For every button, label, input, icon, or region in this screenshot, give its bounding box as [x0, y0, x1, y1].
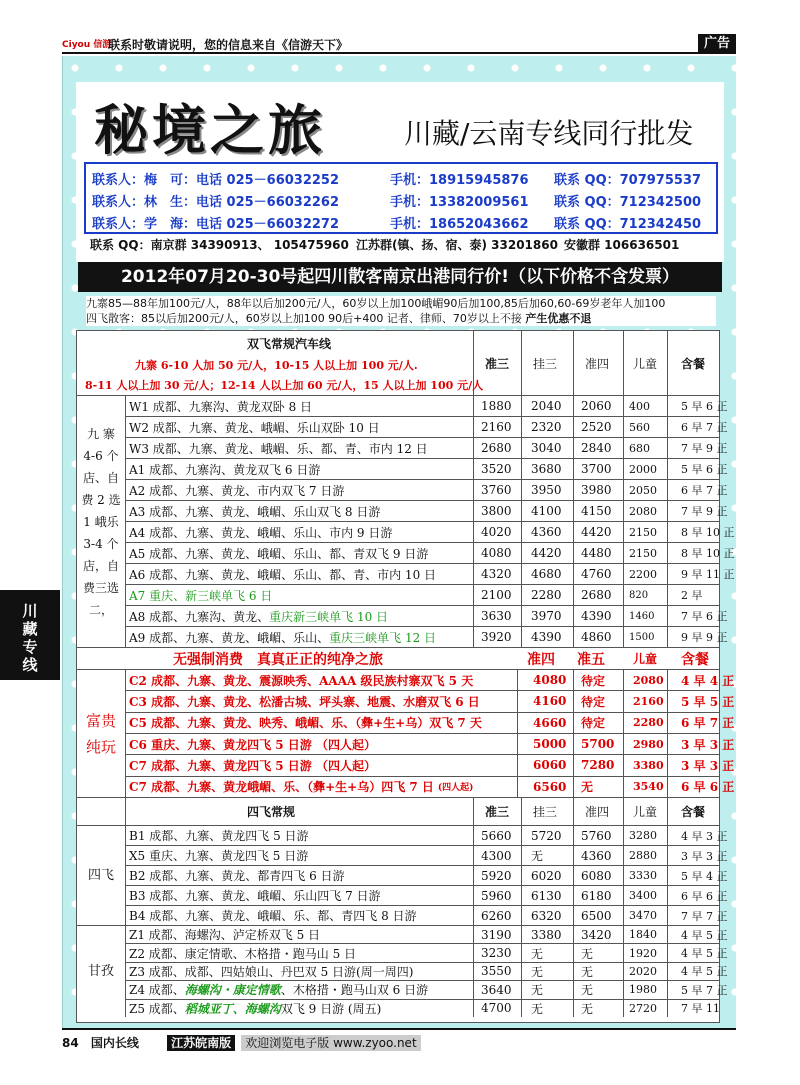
col-header: 含餐 — [681, 356, 706, 371]
price-guasan: 6130 — [531, 888, 562, 903]
route-name — [129, 926, 320, 943]
price-child: 2200 — [629, 567, 657, 581]
page-number: 84 — [62, 1036, 79, 1050]
route-name — [129, 981, 428, 998]
price-zhunsi: 4160 — [533, 694, 567, 709]
route-name-text: A8 成都、九寨沟、黄龙、 — [129, 609, 270, 624]
col-header: 准四 — [585, 356, 610, 371]
price-guasan: 无 — [531, 849, 544, 863]
price-zhunsi: 3420 — [581, 927, 612, 942]
section-title: 无强制消费 真真正正的纯净之旅 — [173, 651, 383, 668]
route-name — [129, 459, 320, 479]
price-guasan: 6320 — [531, 908, 562, 923]
meals: 6 早 7 正 — [681, 484, 728, 497]
route-name — [129, 886, 381, 905]
price-zhunsi: 4080 — [533, 673, 567, 688]
brand-title: 秘境之旅 — [94, 98, 326, 162]
meals: 4 早 5 正 — [681, 947, 728, 961]
price-zhunsan: 5660 — [481, 828, 512, 843]
meals: 8 早 10 正 — [681, 526, 735, 539]
price-child: 1500 — [629, 631, 655, 643]
route-tag: (四人起) — [437, 783, 474, 794]
route-name-text: W1 成都、九寨沟、黄龙双卧 8 日 — [129, 399, 313, 414]
section-title: 四飞常规 — [247, 805, 296, 819]
route-name — [129, 543, 428, 563]
price-child: 2980 — [633, 737, 664, 751]
meals: 4 早 4 正 — [681, 673, 735, 688]
route-name-text: Z2 成都、康定情歌、木格措・跑马山 5 日 — [129, 946, 357, 961]
route-name — [129, 417, 380, 437]
price-child: 680 — [629, 441, 650, 455]
route-name — [129, 691, 480, 711]
price-guasan: 4680 — [531, 567, 562, 581]
price-guasan: 4360 — [531, 525, 562, 539]
publication-logo: Ciyou 信游 — [62, 40, 112, 50]
table-row — [125, 712, 735, 733]
route-name-text: B4 成都、九寨、黄龙、峨嵋、乐、都、青四飞 8 日游 — [129, 909, 417, 923]
price-guasan: 无 — [531, 964, 544, 979]
price-zhunsan: 4080 — [481, 546, 512, 560]
route-name-text: B3 成都、九寨、黄龙、峨嵋、乐山四飞 7 日游 — [129, 889, 381, 903]
browse-link[interactable]: 欢迎浏览电子版 www.zyoo.net — [241, 1035, 420, 1051]
price-zhunsi: 6560 — [533, 779, 567, 794]
price-zhunsan: 4300 — [481, 848, 512, 863]
price-guasan: 2040 — [531, 399, 562, 413]
contact-mobile: 手机：18652043662 — [390, 217, 529, 232]
price-guasan: 4390 — [531, 630, 562, 644]
route-name-highlight: 重庆三峡单飞 12 日 — [329, 630, 437, 645]
price-zhunsi: 6080 — [581, 868, 612, 883]
price-guasan: 3970 — [531, 609, 562, 623]
route-name — [129, 777, 473, 797]
table-row — [125, 669, 735, 690]
contact-name-phone: 联系人：梅 可：电话 025－66032252 — [92, 173, 340, 188]
route-name-text: 双飞 9 日游 (周五) — [280, 1001, 382, 1016]
meals: 7 早 11 — [681, 1002, 720, 1016]
price-child: 2050 — [629, 483, 657, 497]
price-zhunsan: 5960 — [481, 888, 512, 903]
table-row — [125, 500, 728, 521]
contact-name-phone: 联系人：学 海：电话 025－66032272 — [92, 217, 340, 232]
price-zhunsi: 4390 — [581, 609, 612, 623]
table-row — [125, 776, 735, 797]
route-name — [129, 564, 436, 584]
section-note: 8-11 人以上加 30 元/人；12-14 人以上加 60 元/人，15 人以上加 100 元/人 — [85, 379, 484, 392]
route-name-text: Z3 成都、成都、四姑娘山、丹巴双 5 日游(周一周四) — [129, 964, 414, 979]
price-zhunwu: 待定 — [581, 716, 606, 731]
route-name-text: A3 成都、九寨、黄龙、峨嵋、乐山双飞 8 日游 — [129, 504, 381, 519]
meals: 6 早 7 正 — [681, 421, 728, 434]
price-zhunsi: 无 — [581, 964, 594, 979]
meals: 6 早 6 正 — [681, 780, 735, 795]
table-row — [125, 563, 735, 584]
contact-qq: 联系 QQ：712342450 — [554, 217, 702, 232]
route-name — [129, 627, 436, 647]
price-child: 3330 — [629, 869, 657, 882]
route-name-text: B2 成都、九寨、黄龙、都青四飞 6 日游 — [129, 869, 345, 883]
price-child: 3400 — [629, 889, 657, 902]
pricing-notes — [86, 296, 716, 326]
route-name — [129, 963, 413, 980]
price-guasan: 3380 — [531, 927, 562, 942]
price-child: 2080 — [633, 673, 664, 687]
meals: 3 早 3 正 — [681, 737, 735, 752]
contact-box — [84, 162, 718, 234]
price-zhunsan: 3190 — [481, 927, 512, 942]
meals: 3 早 3 正 — [681, 758, 735, 773]
price-zhunsi: 6060 — [533, 758, 567, 773]
note-line-2-text: 四飞散客：85以后加200元/人，60岁以上加100 90后+400 记者、律师、70岁以上不接 — [86, 312, 522, 325]
route-name-highlight: 重庆新三峡单飞 10 日 — [269, 609, 389, 624]
price-zhunsan: 4320 — [481, 567, 512, 581]
qq-anhui: 安徽群 106636501 — [564, 238, 680, 252]
route-name-text: X5 重庆、九寨、黄龙四飞 5 日游 — [129, 849, 309, 863]
header-notice: 联系时敬请说明，您的信息来自《信游天下》 — [108, 38, 349, 52]
section-note: 九寨 6-10 人加 50 元/人，10-15 人以上加 100 元/人. — [135, 359, 418, 372]
price-zhunsi: 2520 — [581, 420, 612, 434]
price-zhunsan: 3520 — [481, 462, 512, 476]
route-name — [129, 866, 345, 885]
price-zhunwu: 7280 — [581, 758, 615, 773]
meals: 7 早 6 正 — [681, 610, 728, 623]
meals: 6 早 6 正 — [681, 889, 728, 903]
price-child: 1920 — [629, 946, 657, 960]
price-zhunsi: 2680 — [581, 588, 612, 602]
price-zhunsi: 3980 — [581, 483, 612, 497]
page-footer — [62, 1034, 421, 1052]
route-name-text: Z5 成都、 — [129, 1001, 185, 1016]
price-zhunsan: 1880 — [481, 399, 512, 413]
table-row — [125, 905, 728, 925]
route-name-text: A2 成都、九寨、黄龙、市内双飞 7 日游 — [129, 483, 345, 498]
price-zhunsi: 6500 — [581, 908, 612, 923]
route-name — [129, 396, 312, 416]
price-guasan: 3950 — [531, 483, 562, 497]
table-row — [125, 584, 719, 605]
route-name-text: B1 成都、九寨、黄龙四飞 5 日游 — [129, 829, 309, 843]
table-row — [125, 395, 728, 416]
table-row — [125, 943, 728, 961]
table-row — [125, 542, 735, 563]
price-zhunsan: 4700 — [481, 1001, 512, 1016]
meals: 5 早 7 正 — [681, 983, 728, 997]
route-name — [129, 755, 376, 775]
contact-mobile: 手机：13382009561 — [390, 195, 529, 210]
route-name: A7 重庆、新三峡单飞 6 日 — [129, 588, 273, 603]
price-guasan: 2320 — [531, 420, 562, 434]
route-name-text: C7 成都、九寨、黄龙峨嵋、乐、（彝+生+乌）四飞 7 日 — [129, 780, 434, 795]
col-header: 儿童 — [633, 652, 658, 666]
price-child: 2000 — [629, 462, 657, 476]
side-label-text: 川藏专线 — [22, 602, 38, 674]
route-name-text: Z1 成都、海螺沟、泸定桥双飞 5 日 — [129, 928, 321, 943]
table-row — [125, 925, 728, 943]
price-zhunsi: 4760 — [581, 567, 612, 581]
col-header: 准三 — [485, 356, 510, 371]
meals: 5 早 5 正 — [681, 694, 735, 709]
route-name — [129, 846, 308, 865]
route-name — [129, 1000, 381, 1017]
price-guasan: 无 — [531, 946, 544, 961]
price-child: 560 — [629, 420, 650, 434]
table-row — [125, 416, 728, 437]
price-zhunsan: 2680 — [481, 441, 512, 455]
price-table — [76, 330, 735, 1023]
price-child: 3540 — [633, 780, 664, 794]
note-line-2-bold: 产生优惠不退 — [525, 312, 592, 325]
meals: 7 早 9 正 — [681, 442, 728, 455]
price-zhunwu: 待定 — [581, 673, 606, 688]
price-zhunsan: 6260 — [481, 908, 512, 923]
side-section-label — [0, 590, 60, 680]
price-guasan: 3040 — [531, 441, 562, 455]
route-name-text: A9 成都、九寨、黄龙、峨嵋、乐山、 — [129, 630, 330, 645]
meals: 4 早 5 正 — [681, 965, 728, 979]
route-name — [129, 944, 356, 961]
table-row — [125, 885, 728, 905]
price-child: 1840 — [629, 928, 657, 942]
qq-jiangsu: 江苏群(镇、扬、宿、泰) 33201860 — [356, 238, 558, 252]
price-zhunsan: 3550 — [481, 964, 512, 979]
meals: 5 早 4 正 — [681, 869, 728, 883]
table-row — [125, 458, 728, 479]
col-header: 含餐 — [681, 805, 706, 819]
col-header: 儿童 — [633, 805, 658, 819]
price-child: 2150 — [629, 546, 657, 560]
group-label-four-flight: 四飞 — [77, 825, 125, 925]
price-child: 3470 — [629, 909, 657, 922]
ad-label: 广告 — [698, 34, 736, 54]
price-child: 1460 — [629, 610, 655, 622]
table-row — [125, 521, 735, 542]
route-name — [129, 522, 392, 542]
price-guasan: 6020 — [531, 868, 562, 883]
price-child: 1980 — [629, 983, 657, 997]
group-label-ganzi: 甘孜 — [77, 925, 125, 1017]
section-header-pure-tour — [77, 647, 719, 669]
col-header: 挂三 — [533, 805, 558, 819]
price-zhunsi: 4150 — [581, 504, 612, 518]
price-zhunwu: 5700 — [581, 737, 615, 752]
meals: 4 早 5 正 — [681, 928, 728, 942]
meals: 3 早 3 正 — [681, 849, 728, 863]
price-zhunsi: 2060 — [581, 399, 612, 413]
route-name-text: C6 重庆、九寨、黄龙四飞 5 日游 （四人起） — [129, 737, 376, 752]
qq-nanjing: 联系 QQ：南京群 34390913、 105475960 — [90, 238, 349, 252]
col-header: 挂三 — [533, 356, 558, 371]
price-zhunsi: 2840 — [581, 441, 612, 455]
route-name — [129, 501, 380, 521]
price-zhunsi: 4480 — [581, 546, 612, 560]
price-child: 820 — [629, 589, 649, 601]
price-zhunwu: 待定 — [581, 694, 606, 709]
price-child: 2880 — [629, 849, 657, 862]
price-child: 2160 — [633, 694, 664, 708]
route-name-text: C2 成都、九寨、黄龙、震源映秀、AAAA 级民族村寨双飞 5 天 — [129, 673, 474, 688]
price-guasan: 4420 — [531, 546, 562, 560]
price-zhunsi: 3700 — [581, 462, 612, 476]
route-name — [129, 670, 473, 690]
edition-badge: 江苏皖南版 — [167, 1035, 235, 1051]
page-header — [0, 0, 800, 54]
group-label-jiuzhai: 九 寨 4-6 个店、自费 2 选 1 峨乐 3-4 个店，自费三选二， — [77, 395, 125, 647]
col-header: 含餐 — [681, 651, 709, 668]
table-row — [125, 845, 728, 865]
group-label-luxury: 富贵 纯玩 — [77, 669, 125, 797]
route-name-text: W3 成都、九寨、黄龙、峨嵋、乐、都、青、市内 12 日 — [129, 441, 428, 456]
price-guasan: 无 — [531, 983, 544, 998]
section-header-four-flight — [77, 797, 719, 825]
price-zhunsi: 无 — [581, 983, 594, 998]
section-name: 国内长线 — [90, 1036, 139, 1050]
meals: 7 早 9 正 — [681, 505, 728, 518]
meals: 2 早 — [681, 589, 703, 602]
table-row — [125, 865, 728, 885]
col-header: 准五 — [577, 651, 605, 668]
price-child: 3280 — [629, 829, 657, 842]
route-name — [129, 906, 417, 925]
price-zhunsi: 无 — [581, 946, 594, 961]
route-name-text: C5 成都、九寨、黄龙、映秀、峨嵋、乐、（彝+生+乌）双飞 7 天 — [129, 716, 482, 731]
price-child: 3380 — [633, 758, 664, 772]
price-zhunsi: 6180 — [581, 888, 612, 903]
meals: 5 早 6 正 — [681, 463, 728, 476]
table-row — [125, 733, 735, 754]
table-row — [125, 690, 735, 711]
footer-divider — [62, 1028, 736, 1030]
meals: 8 早 10 正 — [681, 547, 735, 560]
table-row — [125, 980, 728, 998]
contact-name-phone: 联系人：林 生：电话 025－66032262 — [92, 195, 340, 210]
table-row — [125, 437, 728, 458]
price-child: 2080 — [629, 504, 657, 518]
route-name-text: A6 成都、九寨、黄龙、峨嵋、乐山、都、青、市内 10 日 — [129, 567, 437, 582]
price-zhunsan: 3630 — [481, 609, 512, 623]
price-child: 2020 — [629, 964, 657, 978]
meals: 7 早 7 正 — [681, 909, 728, 923]
route-name-text: A4 成都、九寨、黄龙、峨嵋、乐山、市内 9 日游 — [129, 525, 393, 540]
price-child: 2280 — [633, 716, 664, 730]
route-name — [129, 480, 344, 500]
route-name-text: C7 成都、九寨、黄龙四飞 5 日游 （四人起） — [129, 758, 376, 773]
meals: 5 早 6 正 — [681, 400, 728, 413]
price-zhunsi: 4860 — [581, 630, 612, 644]
price-zhunwu: 无 — [581, 780, 594, 795]
note-line-2 — [86, 311, 716, 326]
col-header: 准三 — [485, 805, 510, 819]
route-name — [129, 734, 376, 754]
contact-qq: 联系 QQ：707975537 — [554, 173, 702, 188]
price-zhunsi: 4420 — [581, 525, 612, 539]
col-header: 准四 — [527, 651, 555, 668]
brand-subtitle: 川藏/云南专线同行批发 — [404, 117, 694, 150]
price-child: 2720 — [629, 1001, 657, 1015]
price-guasan: 2280 — [531, 588, 562, 602]
meals: 9 早 11 正 — [681, 568, 735, 581]
meals: 4 早 3 正 — [681, 829, 728, 843]
price-zhunsan: 5920 — [481, 868, 512, 883]
price-zhunsan: 3760 — [481, 483, 512, 497]
price-zhunsan: 3800 — [481, 504, 512, 518]
table-row — [125, 605, 728, 626]
price-zhunsi: 4360 — [581, 848, 612, 863]
route-name — [129, 606, 388, 626]
table-row — [125, 479, 728, 500]
col-header: 准四 — [585, 805, 610, 819]
note-line-1: 九寨85—88年加100元/人，88年以后加200元/人，60岁以上加100峨嵋90后加100,85后加60,60-69岁老年人加100 — [86, 297, 666, 310]
price-guasan: 5720 — [531, 828, 562, 843]
price-guasan: 4100 — [531, 504, 562, 518]
price-zhunsi: 4660 — [533, 715, 567, 730]
table-row — [125, 999, 719, 1017]
route-name-text: A5 成都、九寨、黄龙、峨嵋、乐山、都、青双飞 9 日游 — [129, 546, 429, 561]
table-row — [125, 626, 728, 647]
route-name-text: Z4 成都、 — [129, 983, 185, 998]
section-title: 双飞常规汽车线 — [247, 336, 332, 351]
route-name-text: W2 成都、九寨、黄龙、峨嵋、乐山双卧 10 日 — [129, 420, 380, 435]
meals: 9 早 9 正 — [681, 631, 728, 644]
route-name — [129, 826, 309, 845]
table-row — [125, 962, 728, 980]
price-zhunsan: 3920 — [481, 630, 512, 644]
route-name — [129, 713, 482, 733]
contact-qq: 联系 QQ：712342500 — [554, 195, 702, 210]
price-zhunsi: 无 — [581, 1001, 594, 1016]
route-name-text: A1 成都、九寨沟、黄龙双飞 6 日游 — [129, 462, 321, 477]
price-child: 2150 — [629, 525, 657, 539]
header-divider — [62, 52, 736, 54]
contact-mobile: 手机：18915945876 — [390, 173, 529, 188]
price-child: 400 — [629, 399, 650, 413]
route-name — [129, 438, 428, 458]
price-banner: 2012年07月20-30号起四川散客南京出港同行价!（以下价格不含发票） — [78, 262, 722, 292]
price-zhunsan: 3230 — [481, 946, 512, 961]
price-guasan: 3680 — [531, 462, 562, 476]
route-name-highlight: 稻城亚丁、海螺沟 — [184, 1001, 281, 1016]
price-guasan: 无 — [531, 1001, 544, 1016]
meals: 6 早 7 正 — [681, 716, 735, 731]
price-zhunsan: 2100 — [481, 588, 512, 602]
table-row — [125, 754, 735, 775]
table-row — [125, 825, 728, 845]
route-name-text: C3 成都、九寨、黄龙、松潘古城、坪头寨、地震、水磨双飞 6 日 — [129, 694, 480, 709]
section-header-double-flight — [77, 331, 719, 395]
price-zhunsi: 5000 — [533, 737, 567, 752]
price-zhunsi: 5760 — [581, 828, 612, 843]
price-zhunsan: 2160 — [481, 420, 512, 434]
route-name-highlight: 海螺沟・康定情歌 — [184, 983, 281, 998]
col-header: 儿童 — [633, 356, 658, 371]
route-name-text: 、木格措・跑马山双 6 日游 — [280, 983, 429, 998]
price-zhunsan: 3640 — [481, 982, 512, 997]
price-zhunsan: 4020 — [481, 525, 512, 539]
